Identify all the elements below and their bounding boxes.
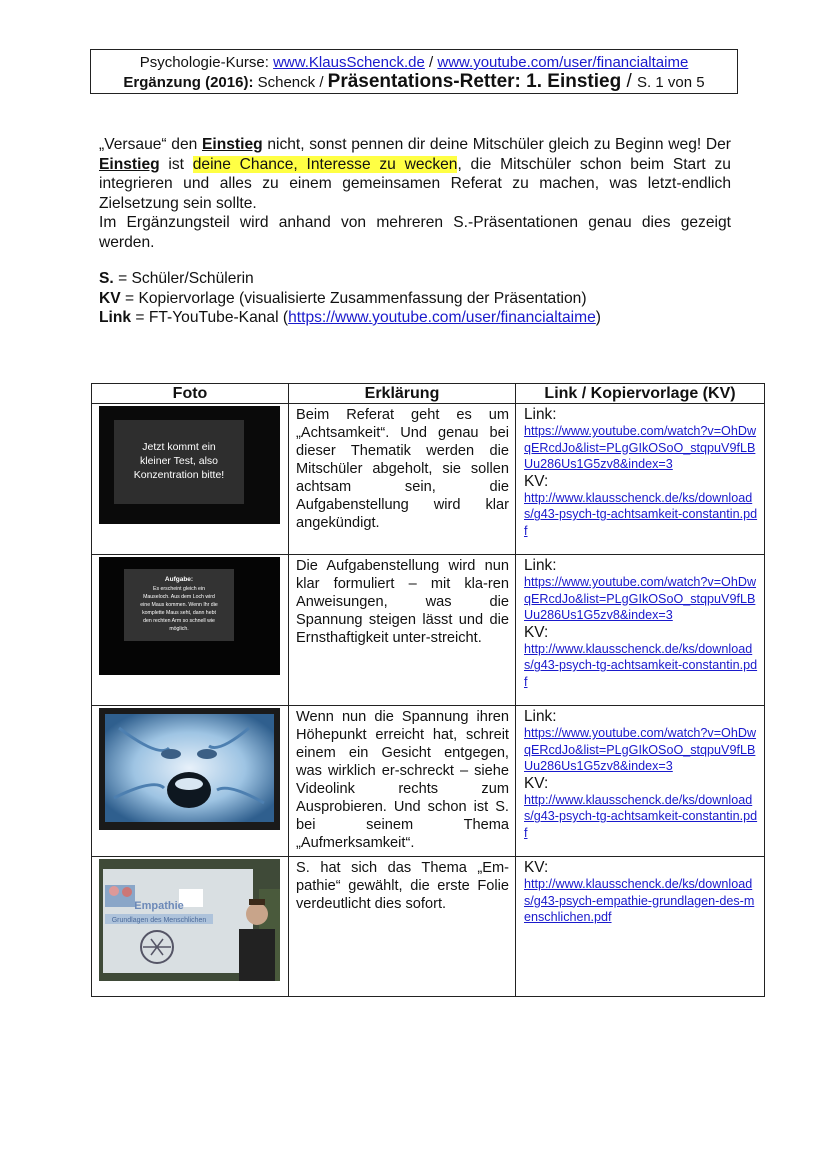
kv-pdf-link[interactable]: http://www.klausschenck.de/ks/downloads/g43-psych-empathie-grundlagen-des-menschlichen.pdf: [524, 877, 755, 925]
intro-p1-b: nicht, sonst pennen dir deine Mitschüler gleich zu Beginn weg! Der: [262, 136, 732, 153]
slide-text-line: komplette Maus seht, dann hebt: [142, 610, 216, 616]
table-row: [92, 555, 765, 706]
kv-pdf-link[interactable]: http://www.klausschenck.de/ks/downloads/g43-psych-tg-achtsamkeit-constantin.pdf: [524, 792, 758, 840]
table-row: [92, 706, 765, 857]
course-prefix: Psychologie-Kurse:: [139, 54, 274, 71]
legend-link-value: = FT-YouTube-Kanal (: [131, 309, 289, 326]
link-label: Link:: [524, 406, 557, 423]
link-cell: [516, 404, 765, 555]
table-row: [92, 404, 765, 555]
slide-text-line: den rechten Arm so schnell wie: [143, 618, 215, 624]
legend-kv-key: KV: [99, 289, 121, 307]
legend-kv-value: = Kopiervorlage (visualisierte Zusammenfassung der Präsentation): [120, 289, 587, 307]
legend-s-key: S.: [99, 270, 114, 287]
explanation-cell: Beim Referat geht es um „Achtsamkeit“. Und genau bei dieser Thematik werden die Mitschüler abgeholt, sie sollen achtsam sein, die Aufgabenstellung wird klar angekündigt.: [289, 404, 516, 555]
youtube-video-link[interactable]: https://www.youtube.com/watch?v=OhDwqERcdJo&list=PLgGIkOSoO_stqpuV9fLBUu286Us1G5zv8&index=3: [524, 575, 757, 623]
slide-text-line: eine Maus kommen. Wenn Ihr die: [140, 602, 218, 608]
kv-pdf-link[interactable]: http://www.klausschenck.de/ks/downloads/g43-psych-tg-achtsamkeit-constantin.pdf: [524, 490, 758, 538]
intro-p1-c: ist: [159, 155, 193, 173]
kv-label: KV:: [524, 623, 549, 641]
empathy-presentation-photo: [99, 859, 280, 981]
channel-link[interactable]: https://www.youtube.com/user/financialtaime: [288, 309, 596, 326]
youtube-link[interactable]: www.youtube.com/user/financialtaime: [437, 54, 689, 71]
photo-cell: [92, 857, 289, 997]
kv-pdf-link[interactable]: http://www.klausschenck.de/ks/downloads/g43-psych-tg-achtsamkeit-constantin.pdf: [524, 641, 758, 689]
header-line-2: [91, 72, 737, 92]
intro-paragraph-1: [99, 135, 731, 213]
slide-photo-task: [99, 557, 280, 675]
slide-text-line: Es erscheint gleich ein: [153, 586, 205, 592]
intro-paragraph-2: Im Ergänzungsteil wird anhand von mehreren S.-Präsentationen genau dies gezeigt werden.: [99, 214, 731, 251]
header-line-1: [91, 53, 737, 72]
page-number: S. 1 von 5: [637, 74, 705, 91]
screaming-face-photo: [99, 708, 280, 830]
slide-title: Aufgabe:: [164, 576, 194, 583]
kv-label: KV:: [524, 859, 549, 876]
kv-label: KV:: [524, 472, 549, 490]
intro-p1-a: „Versaue“ den: [99, 136, 202, 153]
keyword-einstieg: Einstieg: [99, 155, 160, 173]
slide-text-line: Mauseloch. Aus dem Loch wird: [143, 594, 215, 600]
explanation-cell: Die Aufgabenstellung wird nun klar formuliert – mit kla-ren Anweisungen, was die Spannung steigen lässt und die Ernsthaftigkeit unter-streicht.: [289, 555, 516, 706]
legend-kv: [99, 289, 731, 309]
intro-text: [99, 135, 731, 252]
page-separator: /: [621, 71, 638, 92]
table-row: [92, 857, 765, 997]
slide-photo-test-announcement: [99, 406, 280, 524]
slide-text-line: kleiner Test, also: [139, 455, 219, 467]
explanation-cell: S. hat sich das Thema „Em-pathie“ gewählt, die erste Folie verdeutlicht dies sofort.: [289, 857, 516, 997]
column-header-erklaerung: Erklärung: [289, 384, 516, 404]
supplement-label: Ergänzung (2016):: [123, 74, 254, 91]
slide-text-line: Jetzt kommt ein: [142, 441, 216, 453]
slide-subtitle: Grundlagen des Menschlichen: [111, 917, 207, 924]
presentation-table: [91, 383, 765, 997]
author: Schenck /: [253, 74, 328, 91]
column-header-foto: Foto: [92, 384, 289, 404]
document-title: Präsentations-Retter: 1. Einstieg: [327, 71, 622, 92]
link-label: Link:: [524, 557, 557, 574]
highlighted-phrase: deine Chance, Interesse zu wecken: [192, 155, 458, 173]
photo-cell: [92, 706, 289, 857]
photo-cell: [92, 555, 289, 706]
slide-text-line: Konzentration bitte!: [133, 469, 225, 481]
keyword-einstieg: Einstieg: [201, 136, 263, 153]
link-label: Link:: [524, 708, 557, 725]
document-header: [90, 49, 738, 94]
intro-p1-d: , die Mitschüler schon beim Start zu integrieren und alles zu einem gemeinsamen Referat zu machen, was letzt-endlich Zielsetzung sein sollte.: [99, 155, 731, 212]
kv-label: KV:: [524, 774, 549, 792]
site-link[interactable]: www.KlausSchenck.de: [273, 54, 425, 71]
photo-cell: [92, 404, 289, 555]
legend-link: [99, 308, 731, 328]
youtube-video-link[interactable]: https://www.youtube.com/watch?v=OhDwqERcdJo&list=PLgGIkOSoO_stqpuV9fLBUu286Us1G5zv8&index=3: [524, 424, 757, 472]
link-cell: [516, 555, 765, 706]
legend-link-key: Link: [99, 309, 132, 326]
table-header-row: [92, 384, 765, 404]
youtube-video-link[interactable]: https://www.youtube.com/watch?v=OhDwqERcdJo&list=PLgGIkOSoO_stqpuV9fLBUu286Us1G5zv8&index=3: [524, 726, 757, 774]
separator: /: [424, 54, 438, 71]
slide-text-line: möglich.: [169, 626, 189, 632]
link-cell: [516, 857, 765, 997]
explanation-cell: Wenn nun die Spannung ihren Höhepunkt erreicht hat, schreit einem ein Gesicht entgegen, was wirklich er-schreckt – siehe Videolink rechts zum Ausprobieren. Und schon ist S. bei seinem Thema „Aufmerksamkeit“.: [289, 706, 516, 857]
link-cell: [516, 706, 765, 857]
legend-s-value: = Schüler/Schülerin: [113, 270, 254, 287]
slide-title: Empathie: [134, 900, 184, 912]
abbreviation-legend: [99, 269, 731, 328]
column-header-link: Link / Kopiervorlage (KV): [516, 384, 765, 404]
legend-link-close: ): [595, 309, 601, 326]
legend-s: [99, 269, 731, 289]
